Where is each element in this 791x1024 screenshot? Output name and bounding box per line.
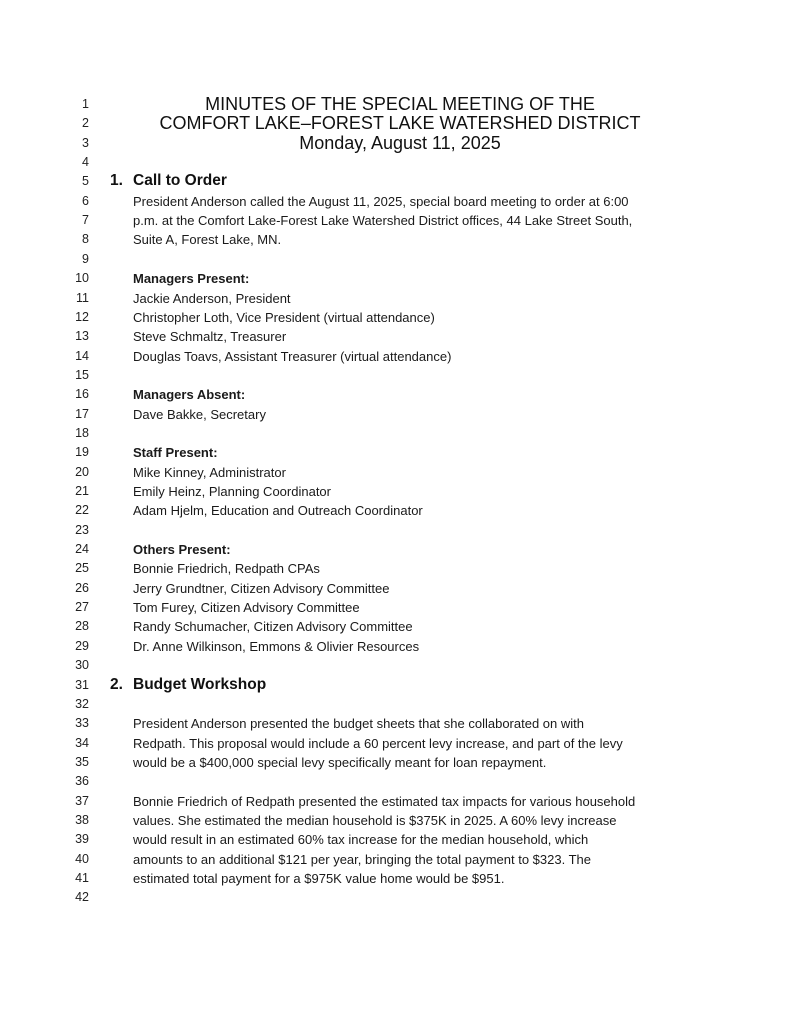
- document-line: [0, 250, 791, 269]
- line-number: 16: [75, 387, 89, 402]
- document-line: [0, 637, 791, 656]
- document-line: [0, 734, 791, 753]
- line-number: 7: [82, 213, 89, 228]
- line-number: 8: [82, 232, 89, 247]
- line-number: 9: [82, 251, 89, 266]
- managers-present-heading: Managers Present:: [133, 271, 250, 287]
- line-number: 38: [75, 812, 89, 827]
- attendee-item: Bonnie Friedrich, Redpath CPAs: [133, 561, 320, 577]
- attendee-item: Steve Schmaltz, Treasurer: [133, 329, 287, 345]
- document-line: [0, 482, 791, 501]
- line-number: 20: [75, 464, 89, 479]
- line-number: 25: [75, 561, 89, 576]
- paragraph-line: values. She estimated the median household is $375K in 2025. A 60% levy increase: [133, 812, 617, 828]
- document-line: [0, 192, 791, 211]
- paragraph-line: estimated total payment for a $975K value home would be $951.: [133, 871, 505, 886]
- document-line: [0, 888, 791, 907]
- line-number: 3: [82, 135, 89, 150]
- line-number: 42: [75, 890, 89, 905]
- attendee-item: Emily Heinz, Planning Coordinator: [133, 484, 331, 499]
- attendee-item: Randy Schumacher, Citizen Advisory Committee: [133, 619, 413, 635]
- document-line: [0, 850, 791, 869]
- attendee-item: Tom Furey, Citizen Advisory Committee: [133, 600, 360, 616]
- document-line: [0, 327, 791, 346]
- paragraph-line: p.m. at the Comfort Lake-Forest Lake Watershed District offices, 44 Lake Street South,: [133, 213, 633, 229]
- line-number: 13: [75, 329, 89, 344]
- section-number: 1.: [110, 172, 123, 190]
- document-line: [0, 211, 791, 230]
- line-number: 39: [75, 832, 89, 847]
- line-number: 26: [75, 580, 89, 595]
- line-number: 15: [75, 367, 89, 382]
- line-number: 4: [82, 155, 89, 170]
- title-line-2: COMFORT LAKE–FOREST LAKE WATERSHED DISTRICT: [159, 113, 641, 134]
- document-line: [0, 443, 791, 462]
- document-line: [0, 753, 791, 772]
- attendee-item: Douglas Toavs, Assistant Treasurer (virtual attendance): [133, 348, 452, 364]
- document-line: [0, 676, 791, 695]
- line-number: 14: [75, 348, 89, 363]
- section-number: 2.: [110, 675, 123, 693]
- attendee-item: Dave Bakke, Secretary: [133, 406, 266, 422]
- attendee-item: Adam Hjelm, Education and Outreach Coordinator: [133, 503, 423, 519]
- document-line: [0, 559, 791, 578]
- attendee-item: Jackie Anderson, President: [133, 290, 291, 306]
- document-line: [0, 521, 791, 540]
- section-call-to-order: Call to Order: [133, 172, 227, 190]
- line-number: 30: [75, 658, 89, 673]
- paragraph-line: amounts to an additional $121 per year, bringing the total payment to $323. The: [133, 851, 591, 867]
- attendee-item: Mike Kinney, Administrator: [133, 464, 286, 480]
- line-number: 35: [75, 754, 89, 769]
- meeting-date: Monday, August 11, 2025: [299, 132, 501, 153]
- line-number: 29: [75, 638, 89, 653]
- line-number: 24: [75, 542, 89, 557]
- line-number: 28: [75, 619, 89, 634]
- document-line: [0, 811, 791, 830]
- document-line: [0, 501, 791, 520]
- paragraph-line: Redpath. This proposal would include a 60 percent levy increase, and part of the levy: [133, 735, 623, 751]
- document-line: [0, 714, 791, 733]
- paragraph-line: would be a $400,000 special levy specifically meant for loan repayment.: [133, 754, 547, 770]
- document-line: [0, 830, 791, 849]
- attendee-item: Dr. Anne Wilkinson, Emmons & Olivier Resources: [133, 638, 420, 654]
- document-line: [0, 366, 791, 385]
- document-line: [0, 463, 791, 482]
- document-line: [0, 772, 791, 791]
- document-line: [0, 230, 791, 249]
- managers-absent-heading: Managers Absent:: [133, 387, 246, 403]
- document-line: [0, 134, 791, 153]
- document-line: [0, 308, 791, 327]
- line-number: 41: [75, 871, 89, 885]
- paragraph-line: would result in an estimated 60% tax increase for the median household, which: [133, 832, 589, 848]
- line-number: 21: [75, 484, 89, 498]
- document-line: [0, 695, 791, 714]
- document-line: [0, 540, 791, 559]
- paragraph-line: President Anderson presented the budget sheets that she collaborated on with: [133, 716, 584, 732]
- document-line: [0, 405, 791, 424]
- document-line: [0, 869, 791, 888]
- attendee-item: Christopher Loth, Vice President (virtual attendance): [133, 309, 435, 325]
- document-line: [0, 424, 791, 443]
- document-line: [0, 617, 791, 636]
- paragraph-line: President Anderson called the August 11, 2025, special board meeting to order at 6:00: [133, 193, 629, 209]
- document-line: [0, 289, 791, 308]
- paragraph-line: Bonnie Friedrich of Redpath presented the estimated tax impacts for various household: [133, 793, 636, 809]
- document-line: [0, 792, 791, 811]
- line-number: 27: [75, 600, 89, 615]
- line-number: 37: [75, 793, 89, 808]
- document-line: [0, 172, 791, 191]
- line-number: 1: [82, 97, 89, 111]
- document-line: [0, 385, 791, 404]
- line-number: 34: [75, 735, 89, 750]
- line-number: 5: [82, 174, 89, 189]
- document-line: [0, 347, 791, 366]
- line-number: 2: [82, 116, 89, 131]
- line-number: 36: [75, 774, 89, 789]
- document-line: [0, 598, 791, 617]
- line-number: 22: [75, 503, 89, 518]
- line-number: 18: [75, 425, 89, 440]
- title-line-1: MINUTES OF THE SPECIAL MEETING OF THE: [205, 94, 595, 114]
- line-number: 32: [75, 696, 89, 711]
- line-number: 31: [75, 677, 89, 692]
- line-number: 12: [75, 309, 89, 324]
- others-present-heading: Others Present:: [133, 542, 231, 558]
- line-number: 11: [76, 290, 89, 305]
- line-number: 17: [75, 406, 89, 421]
- document-line: [0, 579, 791, 598]
- line-number: 33: [75, 716, 89, 731]
- line-number: 19: [75, 445, 89, 460]
- staff-present-heading: Staff Present:: [133, 445, 218, 461]
- line-number: 6: [82, 193, 89, 208]
- line-number: 23: [75, 522, 89, 537]
- line-number: 40: [75, 851, 89, 866]
- section-budget-workshop: Budget Workshop: [133, 675, 267, 693]
- paragraph-line: Suite A, Forest Lake, MN.: [133, 232, 282, 248]
- attendee-item: Jerry Grundtner, Citizen Advisory Committee: [133, 580, 390, 596]
- document-line: [0, 269, 791, 288]
- line-number: 10: [75, 271, 89, 286]
